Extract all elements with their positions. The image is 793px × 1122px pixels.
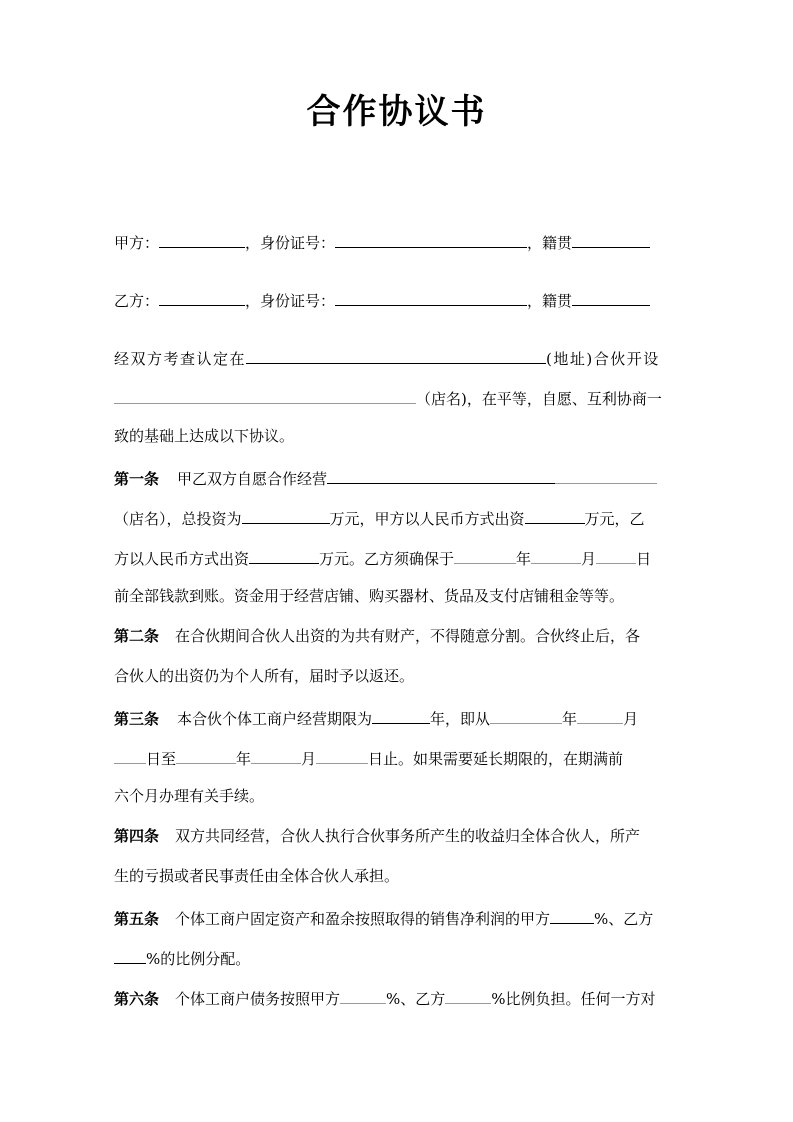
document-title: 合作协议书	[306, 92, 487, 132]
article5-text-3: %的比例分配。	[146, 950, 251, 968]
end-day-blank[interactable]	[316, 745, 368, 764]
article1-line-2	[114, 505, 682, 530]
article3-text-5: 六个月办理有关手续。	[114, 787, 265, 805]
article1-month: 月	[581, 550, 597, 568]
article3-text-2: 年，即从	[430, 710, 491, 728]
profit-share-b-blank[interactable]	[114, 945, 146, 964]
article3-line-3	[114, 785, 682, 807]
article3-line-2	[114, 745, 682, 770]
article4-text-2: 生的亏损或者民事责任由全体合伙人承担。	[114, 867, 400, 885]
start-year-blank[interactable]	[490, 705, 562, 724]
article1-text-1: 甲乙双方自愿合作经营	[177, 470, 328, 488]
article4-line-2	[114, 865, 682, 887]
article4-line-1	[114, 825, 682, 847]
start-day-blank[interactable]	[114, 745, 146, 764]
article3-text-4: 日止。如果需要延长期限的，在期满前	[368, 750, 624, 768]
deadline-month-blank[interactable]	[531, 545, 581, 564]
article5-line-1	[114, 905, 682, 930]
article3-text-1: 本合伙个体工商户经营期限为	[177, 710, 373, 728]
article4-text-1: 双方共同经营，合伙人执行合伙事务所产生的收益归全体合伙人，所产	[175, 827, 641, 845]
profit-share-a-blank[interactable]	[550, 905, 594, 924]
article3-month-1: 月	[623, 710, 639, 728]
party-b-origin-label: ，籍贯	[527, 292, 573, 310]
total-investment-blank[interactable]	[242, 505, 330, 524]
article1-text-5: 方以人民币方式出资	[114, 550, 250, 568]
intro-text-2: (地址)合伙开设	[546, 350, 660, 368]
article6-text-3: %比例负担。任何一方对	[491, 990, 656, 1008]
article1-line-1	[114, 465, 682, 490]
article1-line-3	[114, 545, 682, 570]
intro-line-2	[114, 385, 682, 410]
intro-line-1	[114, 345, 682, 370]
intro-text-1: 经双方考查认定在	[114, 350, 247, 368]
term-years-blank[interactable]	[372, 705, 430, 724]
party-a-line	[114, 229, 682, 254]
debt-share-a-blank[interactable]	[340, 985, 386, 1004]
party-a-origin-blank[interactable]	[572, 229, 650, 248]
article2-heading: 第二条	[114, 627, 160, 645]
article2-line-2	[114, 665, 682, 687]
article2-line-1	[114, 625, 682, 647]
article3-heading: 第三条	[114, 710, 160, 728]
article3-month-2: 月	[301, 750, 317, 768]
article5-line-2	[114, 945, 682, 970]
shop-name-blank[interactable]	[114, 385, 416, 404]
debt-share-b-blank[interactable]	[445, 985, 491, 1004]
article1-text-2: （店名），总投资为	[114, 510, 242, 528]
party-b-capital-blank[interactable]	[249, 545, 319, 564]
article5-heading: 第五条	[114, 910, 160, 928]
intro-line-3	[114, 425, 682, 447]
article1-heading: 第一条	[114, 470, 160, 488]
article3-text-3: 日至	[146, 750, 177, 768]
party-b-line	[114, 287, 682, 312]
business-blank[interactable]	[327, 465, 555, 484]
end-month-blank[interactable]	[251, 745, 301, 764]
article3-year-1: 年	[562, 710, 578, 728]
deadline-year-blank[interactable]	[454, 545, 516, 564]
intro-text-3: （店名)，在平等，自愿、互利协商一	[416, 390, 662, 408]
article6-text-1: 个体工商户债务按照甲方	[175, 990, 341, 1008]
party-a-id-blank[interactable]	[335, 229, 527, 248]
party-b-origin-blank[interactable]	[572, 287, 650, 306]
party-a-label: 甲方：	[114, 234, 160, 252]
article1-text-4: 万元，乙	[584, 510, 645, 528]
article1-text-6: 万元。乙方须确保于	[319, 550, 455, 568]
article6-line-1	[114, 985, 682, 1010]
article1-day: 日	[636, 550, 652, 568]
party-a-origin-label: ，籍贯	[527, 234, 573, 252]
article1-text-7: 前全部钱款到账。资金用于经营店铺、购买器材、货品及支付店铺租金等等。	[114, 587, 625, 605]
article4-heading: 第四条	[114, 827, 160, 845]
article1-year: 年	[516, 550, 532, 568]
party-b-id-blank[interactable]	[335, 287, 527, 306]
intro-text-4: 致的基础上达成以下协议。	[114, 427, 295, 445]
article6-heading: 第六条	[114, 990, 160, 1008]
deadline-day-blank[interactable]	[596, 545, 636, 564]
article1-text-3: 万元，甲方以人民币方式出资	[329, 510, 525, 528]
party-a-name-blank[interactable]	[159, 229, 245, 248]
article1-line-4	[114, 585, 682, 607]
business-blank-extra[interactable]	[555, 465, 657, 484]
address-blank[interactable]	[246, 345, 546, 364]
article6-text-2: %、乙方	[386, 990, 446, 1008]
article5-text-2: %、乙方	[594, 910, 654, 928]
end-year-blank[interactable]	[176, 745, 236, 764]
article3-year-2: 年	[236, 750, 252, 768]
article2-text-1: 在合伙期间合伙人出资的为共有财产，不得随意分割。合伙终止后，各	[175, 627, 641, 645]
start-month-blank[interactable]	[577, 705, 623, 724]
article5-text-1: 个体工商户固定资产和盈余按照取得的销售净利润的甲方	[175, 910, 551, 928]
party-a-id-label: ，身份证号：	[245, 234, 336, 252]
party-b-id-label: ，身份证号：	[245, 292, 336, 310]
party-b-label: 乙方：	[114, 292, 160, 310]
party-a-capital-blank[interactable]	[525, 505, 585, 524]
article2-text-2: 合伙人的出资仍为个人所有，届时予以返还。	[114, 667, 415, 685]
article3-line-1	[114, 705, 682, 730]
party-b-name-blank[interactable]	[159, 287, 245, 306]
